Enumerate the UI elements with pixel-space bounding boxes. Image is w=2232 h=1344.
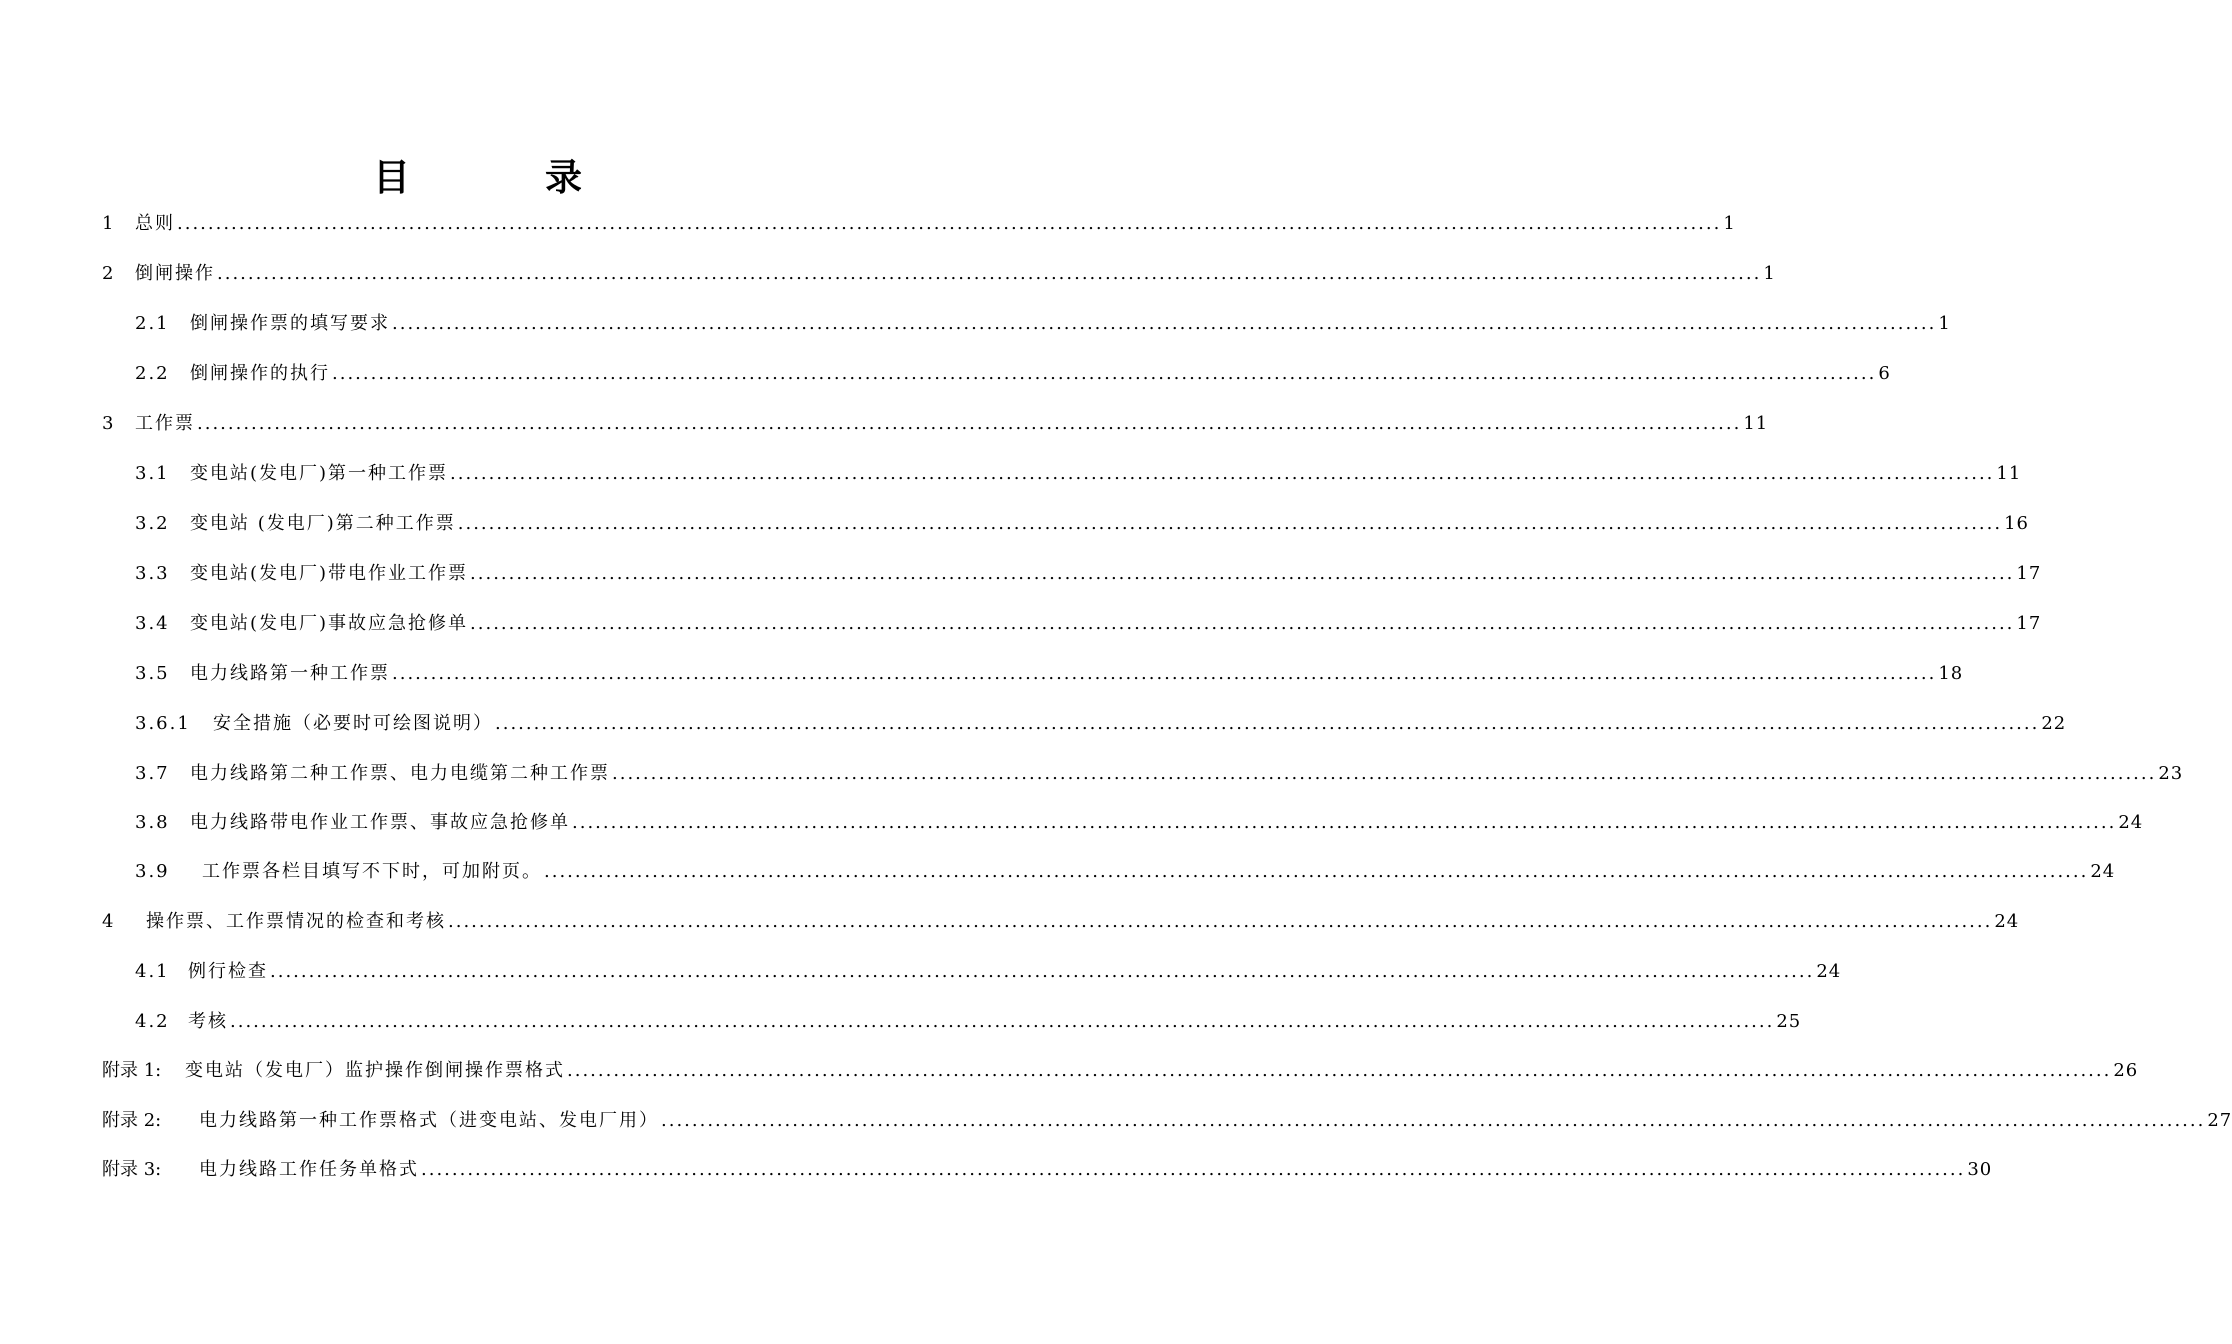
- toc-entry-page: 17: [2016, 563, 2042, 584]
- toc-entry-number: 2: [102, 263, 116, 284]
- toc-entry-label: 安全措施（必要时可绘图说明）: [213, 713, 493, 734]
- toc-entry-label: 电力线路工作任务单格式: [199, 1159, 419, 1180]
- toc-entry-number: 3.7: [135, 763, 170, 784]
- toc-dot-leader: ........................................................................................................................................................................................................: [421, 1159, 1966, 1180]
- toc-entry-4[interactable]: [102, 907, 2020, 937]
- toc-dot-leader: ........................................................................................................................................................................................................: [217, 263, 1762, 284]
- toc-dot-leader: ........................................................................................................................................................................................................: [457, 513, 2003, 534]
- toc-entry-number: 2.2: [135, 363, 170, 384]
- toc-entry-label: 变电站 (发电厂)第二种工作票: [190, 513, 456, 534]
- toc-entry-number: 4.2: [135, 1011, 170, 1032]
- toc-entry-page: 24: [1816, 961, 1842, 982]
- toc-entry-3-1[interactable]: [135, 459, 2022, 489]
- toc-dot-leader: ........................................................................................................................................................................................................: [448, 911, 1993, 932]
- toc-dot-leader: ........................................................................................................................................................................................................: [572, 812, 2117, 833]
- toc-entry-label: 倒闸操作票的填写要求: [190, 313, 390, 334]
- toc-entry-number: 3.9: [135, 861, 170, 882]
- toc-entry-number: 3: [102, 413, 116, 434]
- toc-entry-3-4[interactable]: [135, 609, 2042, 639]
- toc-entry-number: 附录 1:: [102, 1060, 162, 1081]
- toc-dot-leader: ........................................................................................................................................................................................................: [392, 313, 1937, 334]
- toc-dot-leader: ........................................................................................................................................................................................................: [197, 413, 1742, 434]
- toc-entry-number: 附录 2:: [102, 1110, 162, 1131]
- toc-entry-label: 电力线路第二种工作票、电力电缆第二种工作票: [190, 763, 610, 784]
- toc-dot-leader: ........................................................................................................................................................................................................: [612, 763, 2157, 784]
- toc-entry-number: 3.8: [135, 812, 170, 833]
- toc-entry-appendix-1[interactable]: [102, 1056, 2139, 1086]
- toc-dot-leader: ........................................................................................................................................................................................................: [567, 1060, 2112, 1081]
- toc-entry-page: 17: [2016, 613, 2042, 634]
- toc-entry-label: 变电站(发电厂)第一种工作票: [190, 463, 449, 484]
- toc-dot-leader: ........................................................................................................................................................................................................: [495, 713, 2040, 734]
- toc-entry-number: 附录 3:: [102, 1159, 162, 1180]
- toc-entry-4-2[interactable]: [135, 1007, 1802, 1037]
- toc-entry-page: 18: [1938, 663, 1964, 684]
- toc-entry-label: 考核: [188, 1011, 228, 1032]
- toc-entry-3-6-1[interactable]: [135, 709, 2067, 739]
- toc-entry-3-5[interactable]: [135, 659, 1964, 689]
- toc-entry-page: 27: [2207, 1110, 2232, 1131]
- toc-entry-label: 操作票、工作票情况的检查和考核: [146, 911, 446, 932]
- toc-entry-page: 11: [1743, 413, 1769, 434]
- toc-entry-label: 总则: [135, 213, 175, 234]
- toc-entry-number: 3.2: [135, 513, 170, 534]
- toc-entry-page: 24: [2090, 861, 2116, 882]
- toc-entry-3-9[interactable]: [135, 857, 2116, 887]
- toc-title-char-2: 录: [545, 156, 582, 199]
- toc-entry-3-8[interactable]: [135, 808, 2144, 838]
- toc-dot-leader: ........................................................................................................................................................................................................: [177, 213, 1722, 234]
- toc-dot-leader: ........................................................................................................................................................................................................: [332, 363, 1877, 384]
- toc-dot-leader: ........................................................................................................................................................................................................: [470, 563, 2015, 584]
- toc-entry-label: 电力线路带电作业工作票、事故应急抢修单: [190, 812, 570, 833]
- toc-dot-leader: ........................................................................................................................................................................................................: [230, 1011, 1775, 1032]
- toc-dot-leader: ........................................................................................................................................................................................................: [470, 613, 2015, 634]
- toc-entry-number: 3.5: [135, 663, 170, 684]
- toc-entry-page: 22: [2041, 713, 2067, 734]
- toc-entry-page: 1: [1938, 313, 1951, 334]
- toc-entry-label: 倒闸操作: [135, 263, 215, 284]
- toc-entry-2-1[interactable]: [135, 309, 1951, 339]
- toc-entry-label: 例行检查: [188, 961, 268, 982]
- toc-entry-number: 3.3: [135, 563, 170, 584]
- toc-entry-label: 变电站(发电厂)事故应急抢修单: [190, 613, 469, 634]
- toc-entry-number: 2.1: [135, 313, 170, 334]
- toc-entry-number: 3.4: [135, 613, 170, 634]
- toc-entry-3[interactable]: [102, 409, 1769, 439]
- toc-entry-page: 23: [2158, 763, 2184, 784]
- toc-entry-number: 3.6.1: [135, 713, 191, 734]
- toc-entry-appendix-2[interactable]: [102, 1106, 2232, 1136]
- toc-entry-label: 工作票各栏目填写不下时，可加附页。: [202, 861, 542, 882]
- toc-dot-leader: ........................................................................................................................................................................................................: [544, 861, 2089, 882]
- toc-entry-label: 电力线路第一种工作票格式（进变电站、发电厂用）: [199, 1110, 659, 1131]
- toc-entry-page: 16: [2004, 513, 2030, 534]
- toc-entry-label: 电力线路第一种工作票: [190, 663, 390, 684]
- toc-entry-page: 25: [1776, 1011, 1802, 1032]
- toc-entry-4-1[interactable]: [135, 957, 1842, 987]
- toc-dot-leader: ........................................................................................................................................................................................................: [661, 1110, 2206, 1131]
- toc-entry-number: 3.1: [135, 463, 170, 484]
- toc-entry-label: 工作票: [135, 413, 195, 434]
- toc-dot-leader: ........................................................................................................................................................................................................: [392, 663, 1937, 684]
- toc-entry-page: 6: [1878, 363, 1891, 384]
- toc-entry-page: 26: [2113, 1060, 2139, 1081]
- toc-entry-number: 1: [102, 213, 116, 234]
- toc-entry-2-2[interactable]: [135, 359, 1891, 389]
- toc-title-char-1: 目: [373, 156, 410, 199]
- toc-entry-3-7[interactable]: [135, 759, 2184, 789]
- toc-entry-number: 4.1: [135, 961, 170, 982]
- toc-entry-label: 变电站（发电厂）监护操作倒闸操作票格式: [185, 1060, 565, 1081]
- toc-entry-label: 倒闸操作的执行: [190, 363, 330, 384]
- toc-entry-page: 30: [1967, 1159, 1993, 1180]
- toc-entry-label: 变电站(发电厂)带电作业工作票: [190, 563, 469, 584]
- toc-entry-3-2[interactable]: [135, 509, 2030, 539]
- toc-dot-leader: ........................................................................................................................................................................................................: [450, 463, 1995, 484]
- toc-entry-number: 4: [102, 911, 116, 932]
- toc-entry-page: 1: [1763, 263, 1776, 284]
- toc-entry-page: 1: [1723, 213, 1736, 234]
- toc-entry-3-3[interactable]: [135, 559, 2042, 589]
- toc-entry-page: 24: [2118, 812, 2144, 833]
- toc-entry-2[interactable]: [102, 259, 1776, 289]
- toc-entry-appendix-3[interactable]: [102, 1155, 1993, 1185]
- toc-entry-page: 11: [1996, 463, 2022, 484]
- toc-entry-1[interactable]: [102, 209, 1736, 239]
- toc-entry-page: 24: [1994, 911, 2020, 932]
- toc-dot-leader: ........................................................................................................................................................................................................: [270, 961, 1815, 982]
